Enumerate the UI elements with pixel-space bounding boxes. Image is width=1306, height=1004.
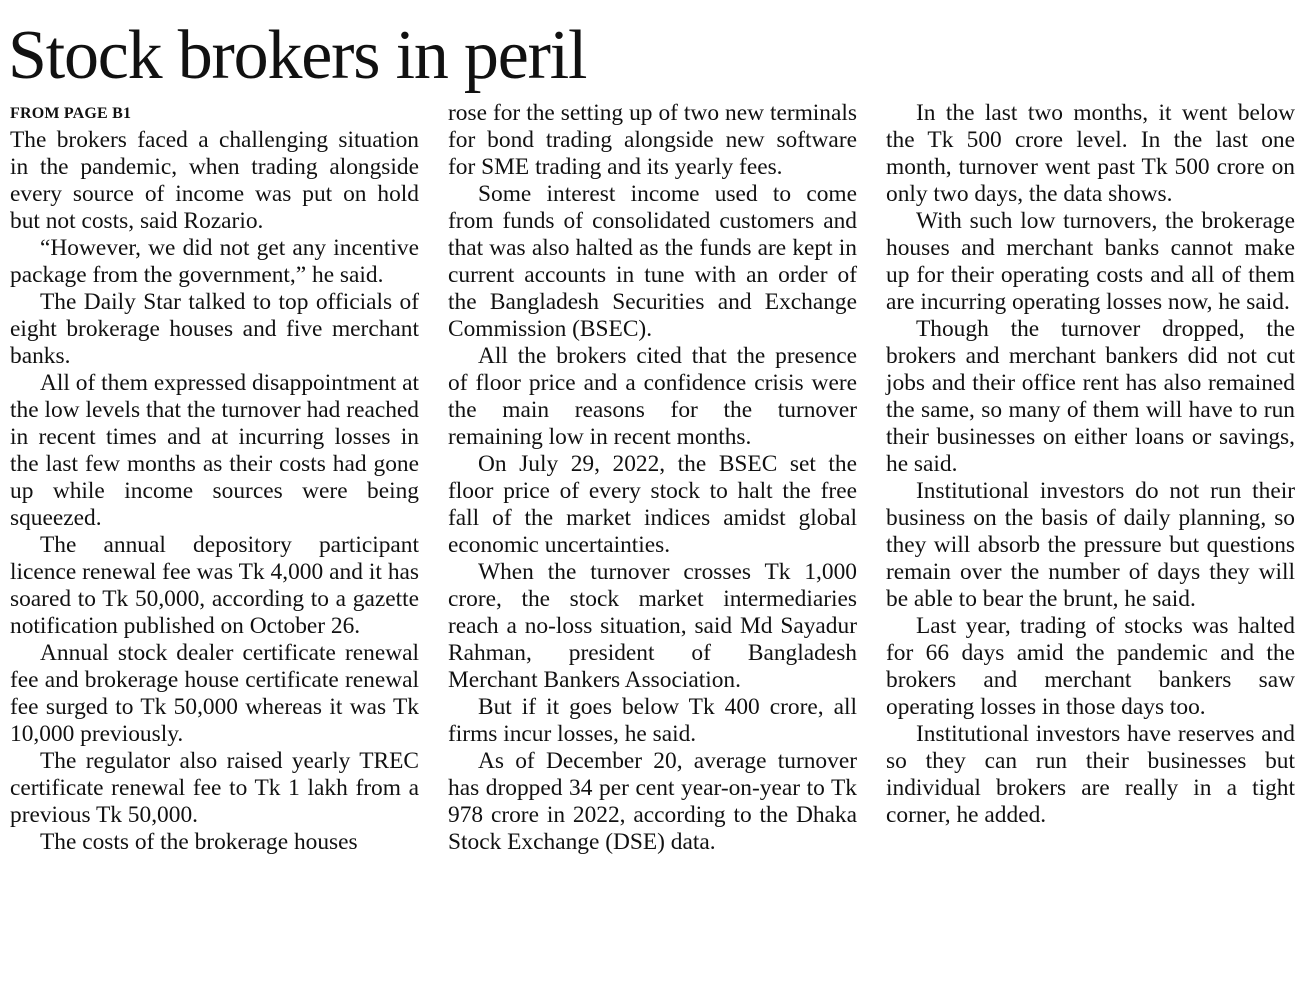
article-paragraph: “However, we did not get any incentive package from the government,” he said. [10,235,419,288]
article-paragraph: On July 29, 2022, the BSEC set the floor price of every stock to halt the free fall of the market indices amidst global economic uncertainties. [448,451,857,558]
article-paragraph: The regulator also raised yearly TREC certificate renewal fee to Tk 1 lakh from a previous Tk 50,000. [10,748,419,828]
article-headline: Stock brokers in peril [8,17,587,94]
article-paragraph: Annual stock dealer certificate renewal fee and brokerage house certificate renewal fee surged to Tk 50,000 whereas it was Tk 10,000 previously. [10,640,419,747]
article-paragraph: Last year, trading of stocks was halted for 66 days amid the pandemic and the brokers and merchant bankers saw operating losses in those days too. [886,613,1295,720]
article-column-1 [10,100,419,856]
article-paragraph: The Daily Star talked to top officials of eight brokerage houses and five merchant banks. [10,289,419,369]
article-paragraph-continued: rose for the setting up of two new terminals for bond trading alongside new software for SME trading and its yearly fees. [448,100,857,180]
article-paragraph: The costs of the brokerage houses [40,829,358,855]
article-paragraph: With such low turnovers, the brokerage houses and merchant banks cannot make up for their operating costs and all of them are incurring operating losses now, he said. [886,208,1295,315]
article-paragraph: When the turnover crosses Tk 1,000 crore, the stock market intermediaries reach a no-loss situation, said Md Sayadur Rahman, president of Bangladesh Merchant Bankers Association. [448,559,857,693]
article-paragraph: The annual depository participant licence renewal fee was Tk 4,000 and it has soared to Tk 50,000, according to a gazette notification published on October 26. [10,532,419,639]
article-column-2 [448,100,857,856]
article-paragraph: But if it goes below Tk 400 crore, all firms incur losses, he said. [448,694,857,747]
article-paragraph: Institutional investors have reserves and so they can run their businesses but individual brokers are really in a tight corner, he added. [886,721,1295,828]
article-paragraph: Some interest income used to come from funds of consolidated customers and that was also halted as the funds are kept in current accounts in tune with an order of the Bangladesh Securities and Exchange Commission (BSEC). [448,181,857,342]
article-paragraph: Though the turnover dropped, the brokers and merchant bankers did not cut jobs and their office rent has also remained the same, so many of them will have to run their businesses on either loans or savings, he said. [886,316,1295,477]
article-paragraph: Institutional investors do not run their business on the basis of daily planning, so they will absorb the pressure but questions remain over the number of days they will be able to bear the brunt, he said. [886,478,1295,612]
article-paragraph: The brokers faced a challenging situation in the pandemic, when trading alongside every source of income was put on hold but not costs, said Rozario. [10,127,419,234]
continuation-kicker: FROM PAGE B1 [10,105,132,122]
article-paragraph: All of them expressed disappointment at the low levels that the turnover had reached in recent times and at incurring losses in the last few months as their costs had gone up while income sources were being squeezed. [10,370,419,531]
article-paragraph: In the last two months, it went below the Tk 500 crore level. In the last one month, turnover went past Tk 500 crore on only two days, the data shows. [886,100,1295,207]
article-paragraph: As of December 20, average turnover has dropped 34 per cent year-on-year to Tk 978 crore in 2022, according to the Dhaka Stock Exchange (DSE) data. [448,748,857,855]
article-column-3 [886,100,1295,829]
article-paragraph: All the brokers cited that the presence of floor price and a confidence crisis were the main reasons for the turnover remaining low in recent months. [448,343,857,450]
